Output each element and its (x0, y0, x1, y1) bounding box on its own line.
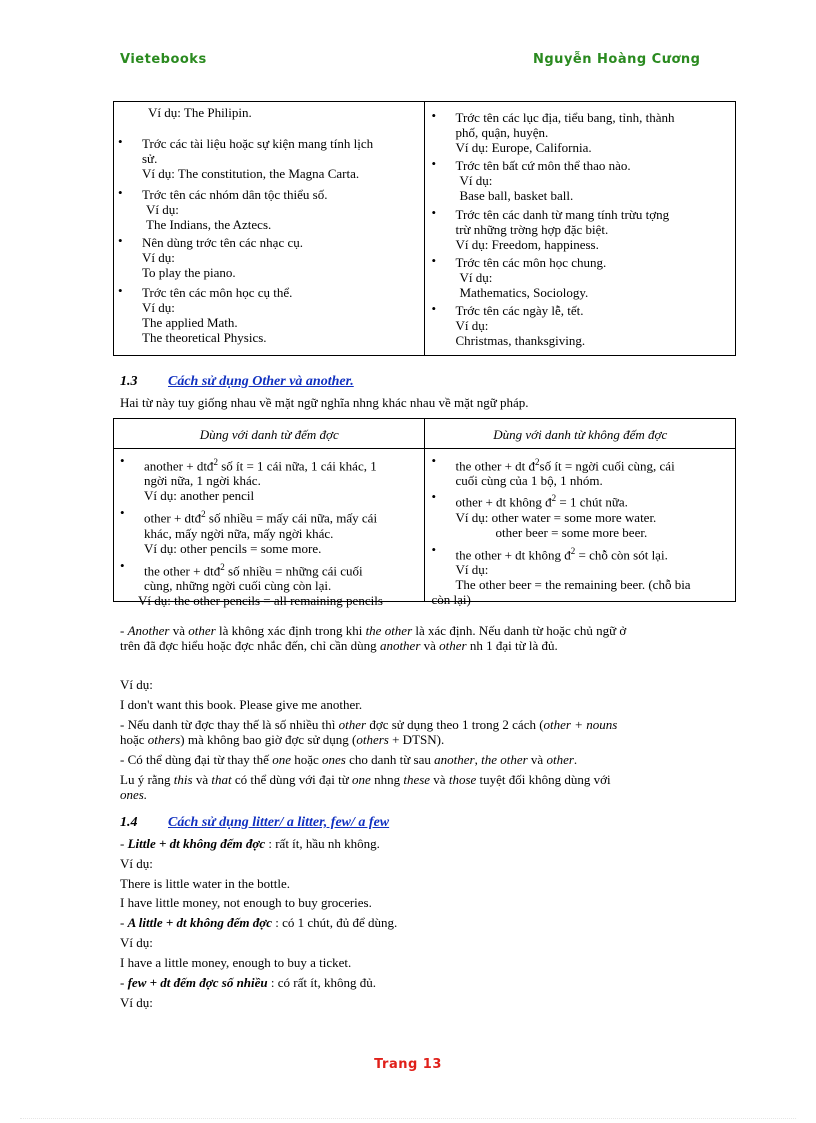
note-this-that-cont: ones. (120, 787, 148, 802)
bullet-icon: • (431, 541, 437, 557)
rule-little: - Little + dt không đếm đợc : rất ít, hầu nh không. (120, 836, 380, 851)
note-plural-usage: - Nếu danh từ đợc thay thế là số nhiều thì other đợc sử dụng theo 1 trong 2 cách (other + nouns (120, 717, 618, 732)
table-header-countable: Dùng với danh từ đếm đợc (114, 419, 425, 449)
section-1-3-heading: 1.3 Cách sử dụng Other và another. (120, 374, 354, 389)
note-this-that: Lu ý rằng this và that có thể dùng với đại từ one nhng these và those tuyệt đối không dùng với (120, 772, 611, 787)
example-sentence: I don't want this book. Please give me another. (120, 697, 363, 712)
header-site-name: Vietebooks (120, 52, 207, 67)
list-item: • Trớc tên các ngày lễ, tết. Ví dụ: Christmas, thanksgiving. (431, 301, 586, 348)
list-item: • the other + dt không $đ^2$ = chỗ còn sót lại. Ví dụ: The other beer = the remaining beer. (chỗ bia còn lại) (431, 541, 691, 607)
example-sentence: I have a little money, enough to buy a ticket. (120, 955, 352, 970)
table-header-uncountable: Dùng với danh từ không đếm đợc (425, 419, 736, 449)
bullet-icon: • (120, 505, 125, 521)
list-item: • Trớc tên các môn học chung. Ví dụ: Mathematics, Sociology. (431, 253, 607, 300)
bullet-icon: • (118, 134, 123, 149)
bullet-icon: • (118, 233, 123, 248)
list-item: • Trớc tên các danh từ mang tính trừu tợng trừ những trờng hợp đặc biệt. Ví dụ: Freedom, happiness. (431, 205, 670, 252)
articles-table-left-col (114, 102, 425, 356)
bullet-icon: • (120, 453, 125, 468)
note-another-other: - Another và other là không xác định trong khi the other là xác định. Nếu danh từ hoặc chủ ngữ ở (120, 623, 627, 638)
example-philipin: Ví dụ: The Philipin. (148, 105, 252, 120)
rule-few: - few + dt đếm đợc số nhiều : có rất ít, không đủ. (120, 975, 376, 990)
header-author: Nguyễn Hoàng Cương (533, 52, 701, 67)
section-1-4-heading: 1.4 Cách sử dụng litter/ a litter, few/ a few (120, 815, 390, 830)
countable-col (114, 449, 425, 608)
other-another-table (113, 418, 736, 608)
bullet-icon: • (431, 489, 437, 505)
list-item: • Trớc tên các môn học cụ thể. Ví dụ: The applied Math. The theoretical Physics. (118, 283, 293, 345)
note-pronoun-one: - Có thể dùng đại từ thay thế one hoặc ones cho danh từ sau another, the other và other. (120, 752, 578, 767)
bullet-icon: • (431, 301, 437, 316)
example-sentence: There is little water in the bottle. (120, 876, 291, 891)
page-number: Trang 13 (374, 1057, 442, 1072)
list-item: • other + dtđ$^2$ số nhiều = mấy cái nữa, mấy cái khác, mấy ngời nữa, mấy ngời khác. Ví dụ: other pencils = some more. (120, 505, 378, 556)
articles-table (113, 101, 736, 356)
bullet-icon: • (120, 557, 125, 573)
list-item: • another + dtđ$^2$ số ít = 1 cái nữa, 1 cái khác, 1 ngời nữa, 1 ngời khác. Ví dụ: another pencil (120, 453, 377, 504)
example-label: Ví dụ: (120, 935, 153, 950)
example-label: Ví dụ: (120, 995, 153, 1010)
page-divider (20, 1118, 796, 1119)
list-item: • other + dt không $đ^2 = 1$ chút nữa. Ví dụ: other water = some more water. other beer = some more beer. (431, 489, 657, 540)
list-item: • Trớc tên bất cứ môn thể thao nào. Ví dụ: Base ball, basket ball. (431, 156, 631, 203)
uncountable-col (425, 449, 736, 607)
bullet-icon: • (118, 185, 123, 200)
articles-table-right-col (425, 102, 736, 356)
note-plural-usage-cont: hoặc others) mà không bao giờ đợc sử dụng (others + DTSN). (120, 732, 445, 747)
list-item: • Trớc tên các nhóm dân tộc thiểu số. Ví dụ: The Indians, the Aztecs. (118, 185, 328, 232)
list-item: • Trớc tên các lục địa, tiểu bang, tỉnh, thành phố, quận, huyện. Ví dụ: Europe, California. (431, 108, 675, 155)
list-item: • Nên dùng trớc tên các nhạc cụ. Ví dụ: To play the piano. (118, 233, 303, 280)
bullet-icon: • (431, 253, 437, 268)
note-another-other-cont: trên đã đợc hiểu hoặc đợc nhắc đến, chỉ cần dùng another và other nh 1 đại từ là đủ. (120, 638, 558, 653)
rule-a-little: - A little + dt không đếm đợc : có 1 chút, đủ để dùng. (120, 915, 398, 930)
list-item: • Trớc các tài liệu hoặc sự kiện mang tính lịch sử. Ví dụ: The constitution, the Magna Carta. (118, 134, 374, 181)
section-1-4-link[interactable]: Cách sử dụng litter/ a litter, few/ a few (168, 815, 390, 830)
bullet-icon: • (431, 108, 437, 123)
bullet-icon: • (431, 205, 437, 220)
list-item: • the other + dt $đ^2số$ ít = ngời cuối cùng, cái cuối cùng của 1 bộ, 1 nhóm. (431, 453, 675, 489)
bullet-icon: • (431, 453, 437, 468)
section-1-3-intro: Hai từ này tuy giống nhau về mặt ngữ nghĩa nhng khác nhau về mặt ngữ pháp. (120, 395, 529, 410)
example-sentence: I have little money, not enough to buy groceries. (120, 895, 372, 910)
bullet-icon: • (431, 156, 437, 171)
list-item: • the other + dtđ$^2$ số nhiều = những cái cuối cùng, những ngời cuối cùng còn lại. Ví dụ: the other pencils = all remaining pencils (120, 557, 383, 608)
section-1-3-link[interactable]: Cách sử dụng Other và another. (168, 374, 354, 389)
bullet-icon: • (118, 283, 123, 298)
example-label: Ví dụ: (120, 677, 153, 692)
example-label: Ví dụ: (120, 856, 153, 871)
